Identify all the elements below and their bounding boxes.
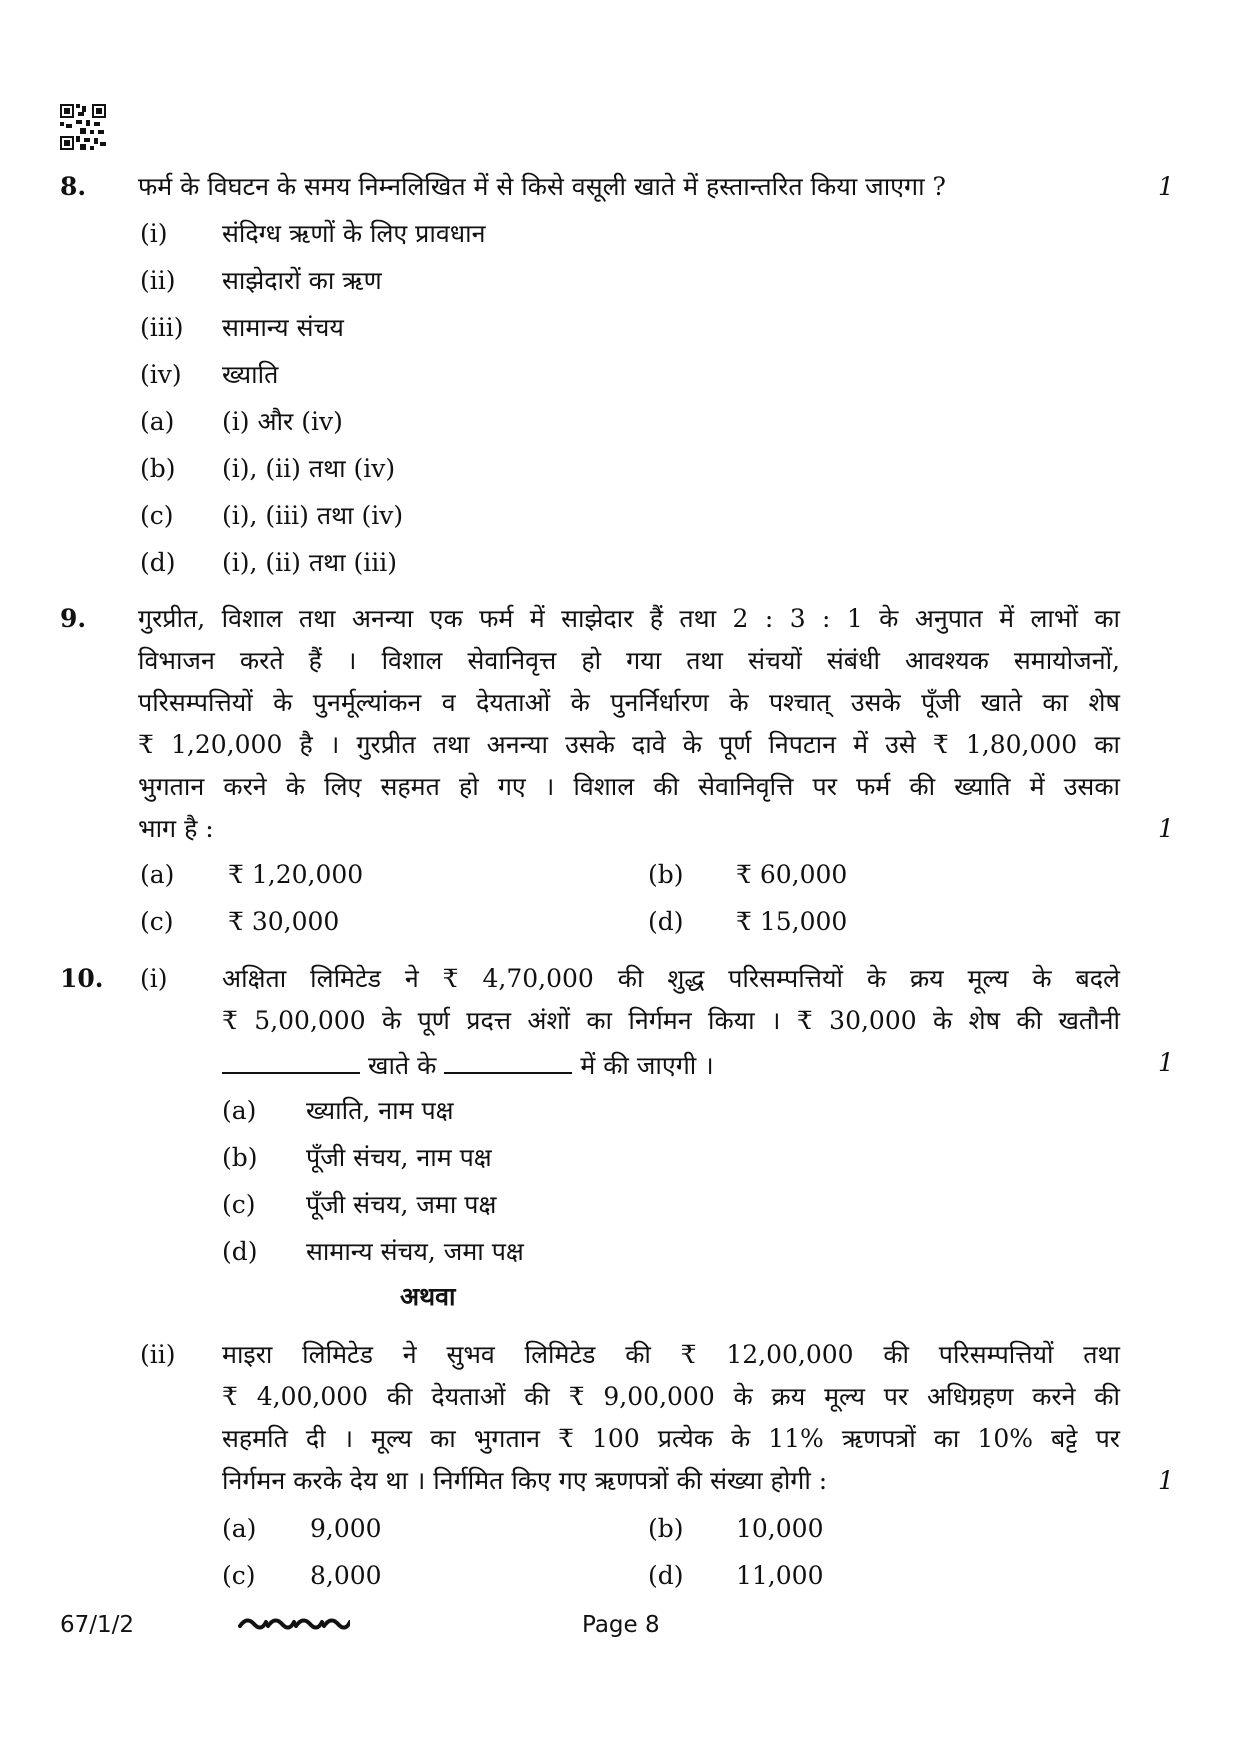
q10-ii-option-text: 10,000 [736,1514,824,1543]
q8-option-label: (d) [140,548,176,577]
q9-option-text: ₹ 60,000 [736,860,848,889]
page-number: Page 8 [582,1612,660,1638]
answer-blank [444,1046,572,1074]
q10-i-text-line: अक्षिता लिमिटेड ने ₹ 4,70,000 की शुद्ध परिसम्पत्तियों के क्रय मूल्य के बदले [222,964,1120,993]
q8-item-text: ख्याति [222,360,279,389]
q9-option-label: (a) [140,860,175,889]
q8-option-text: (i) और (iv) [222,407,343,436]
q9-option-text: ₹ 1,20,000 [228,860,364,889]
q10-ii-option-label: (d) [648,1561,684,1590]
q10-i-option-label: (c) [222,1190,256,1219]
q9-option-label: (b) [648,860,684,889]
q10-i-fill-blank-line [222,1046,714,1083]
q10-i-option-text: पूँजी संचय, जमा पक्ष [306,1190,497,1219]
q10-ii-text-line: सहमति दी । मूल्य का भुगतान ₹ 100 प्रत्येक के 11% ऋणपत्रों का 10% बट्टे पर [222,1424,1120,1453]
q10-ii-text-line: ₹ 4,00,000 की देयताओं की ₹ 9,00,000 के क्रय मूल्य पर अधिग्रहण करने की [222,1382,1120,1411]
question-10-i-marks: 1 [1158,1048,1174,1077]
q10-i-blank-end: में की जाएगी । [580,1051,714,1080]
q10-ii-option-label: (c) [222,1561,256,1590]
q10-i-option-label: (a) [222,1096,257,1125]
q8-option-label: (b) [140,454,176,483]
q9-text-line: गुरप्रीत, विशाल तथा अनन्या एक फर्म में साझेदार हैं तथा 2 : 3 : 1 के अनुपात में लाभों का [138,604,1120,633]
q9-text-line: विभाजन करते हैं । विशाल सेवानिवृत्त हो गया तथा संचयों संबंधी आवश्यक समायोजनों, [138,646,1120,675]
question-8-marks: 1 [1158,172,1174,201]
answer-blank [222,1046,360,1074]
q9-text-line: परिसम्पत्तियों के पुनर्मूल्यांकन व देयताओं के पुनर्निर्धारण के पश्चात् उसके पूँजी खाते का शेष [138,688,1120,717]
question-8-text: फर्म के विघटन के समय निम्नलिखित में से किसे वसूली खाते में हस्तान्तरित किया जाएगा ? [138,172,946,201]
q10-ii-option-label: (a) [222,1514,257,1543]
q10-i-option-text: पूँजी संचय, नाम पक्ष [306,1143,492,1172]
q9-option-text: ₹ 15,000 [736,907,848,936]
q8-item-label: (i) [140,219,168,248]
q10-i-option-label: (d) [222,1237,258,1266]
q10-ii-option-label: (b) [648,1514,684,1543]
q8-item-label: (iv) [140,360,182,389]
or-separator: अथवा [400,1282,456,1311]
q10-ii-option-text: 11,000 [736,1561,824,1590]
q8-item-text: संदिग्ध ऋणों के लिए प्रावधान [222,219,486,248]
q8-item-label: (iii) [140,313,184,342]
q8-option-label: (c) [140,501,174,530]
q10-part-i-label: (i) [140,964,168,993]
q8-item-text: सामान्य संचय [222,313,344,342]
q9-text-line: ₹ 1,20,000 है । गुरप्रीत तथा अनन्या उसके दावे के पूर्ण निपटान में उसे ₹ 1,80,000 का [138,730,1120,759]
q9-text-last-line: भाग है : [138,814,214,843]
q10-ii-text-line: माइरा लिमिटेड ने सुभव लिमिटेड की ₹ 12,00,000 की परिसम्पत्तियों तथा [222,1340,1120,1369]
q8-item-text: साझेदारों का ऋण [222,266,382,295]
qr-code-icon [60,104,106,150]
q8-option-label: (a) [140,407,175,436]
q10-ii-text-last-line: निर्गमन करके देय था । निर्गमित किए गए ऋणपत्रों की संख्या होगी : [222,1466,828,1495]
q10-i-option-text: सामान्य संचय, जमा पक्ष [306,1237,524,1266]
q8-item-label: (ii) [140,266,176,295]
q10-ii-option-text: 8,000 [310,1561,382,1590]
question-10-ii-marks: 1 [1158,1466,1174,1495]
q10-part-ii-label: (ii) [140,1340,176,1369]
paper-code: 67/1/2 [60,1612,135,1638]
q8-option-text: (i), (ii) तथा (iii) [222,548,397,577]
q9-text-line: भुगतान करने के लिए सहमत हो गए । विशाल की सेवानिवृत्ति पर फर्म की ख्याति में उसका [138,772,1120,801]
q10-i-option-text: ख्याति, नाम पक्ष [306,1096,454,1125]
q8-option-text: (i), (ii) तथा (iv) [222,454,396,483]
q10-ii-option-text: 9,000 [310,1514,382,1543]
q10-i-text-line: ₹ 5,00,000 के पूर्ण प्रदत्त अंशों का निर्गमन किया । ₹ 30,000 के शेष की खतौनी [222,1006,1120,1035]
question-8-number: 8. [60,172,87,201]
question-9-marks: 1 [1158,814,1174,843]
question-9-number: 9. [60,604,87,633]
q9-option-label: (d) [648,907,684,936]
q10-i-blank-mid: खाते के [368,1051,437,1080]
q9-option-label: (c) [140,907,174,936]
q10-i-option-label: (b) [222,1143,258,1172]
wave-ornament-icon [238,1612,350,1636]
question-10-number: 10. [60,964,104,993]
q9-option-text: ₹ 30,000 [228,907,340,936]
q8-option-text: (i), (iii) तथा (iv) [222,501,404,530]
